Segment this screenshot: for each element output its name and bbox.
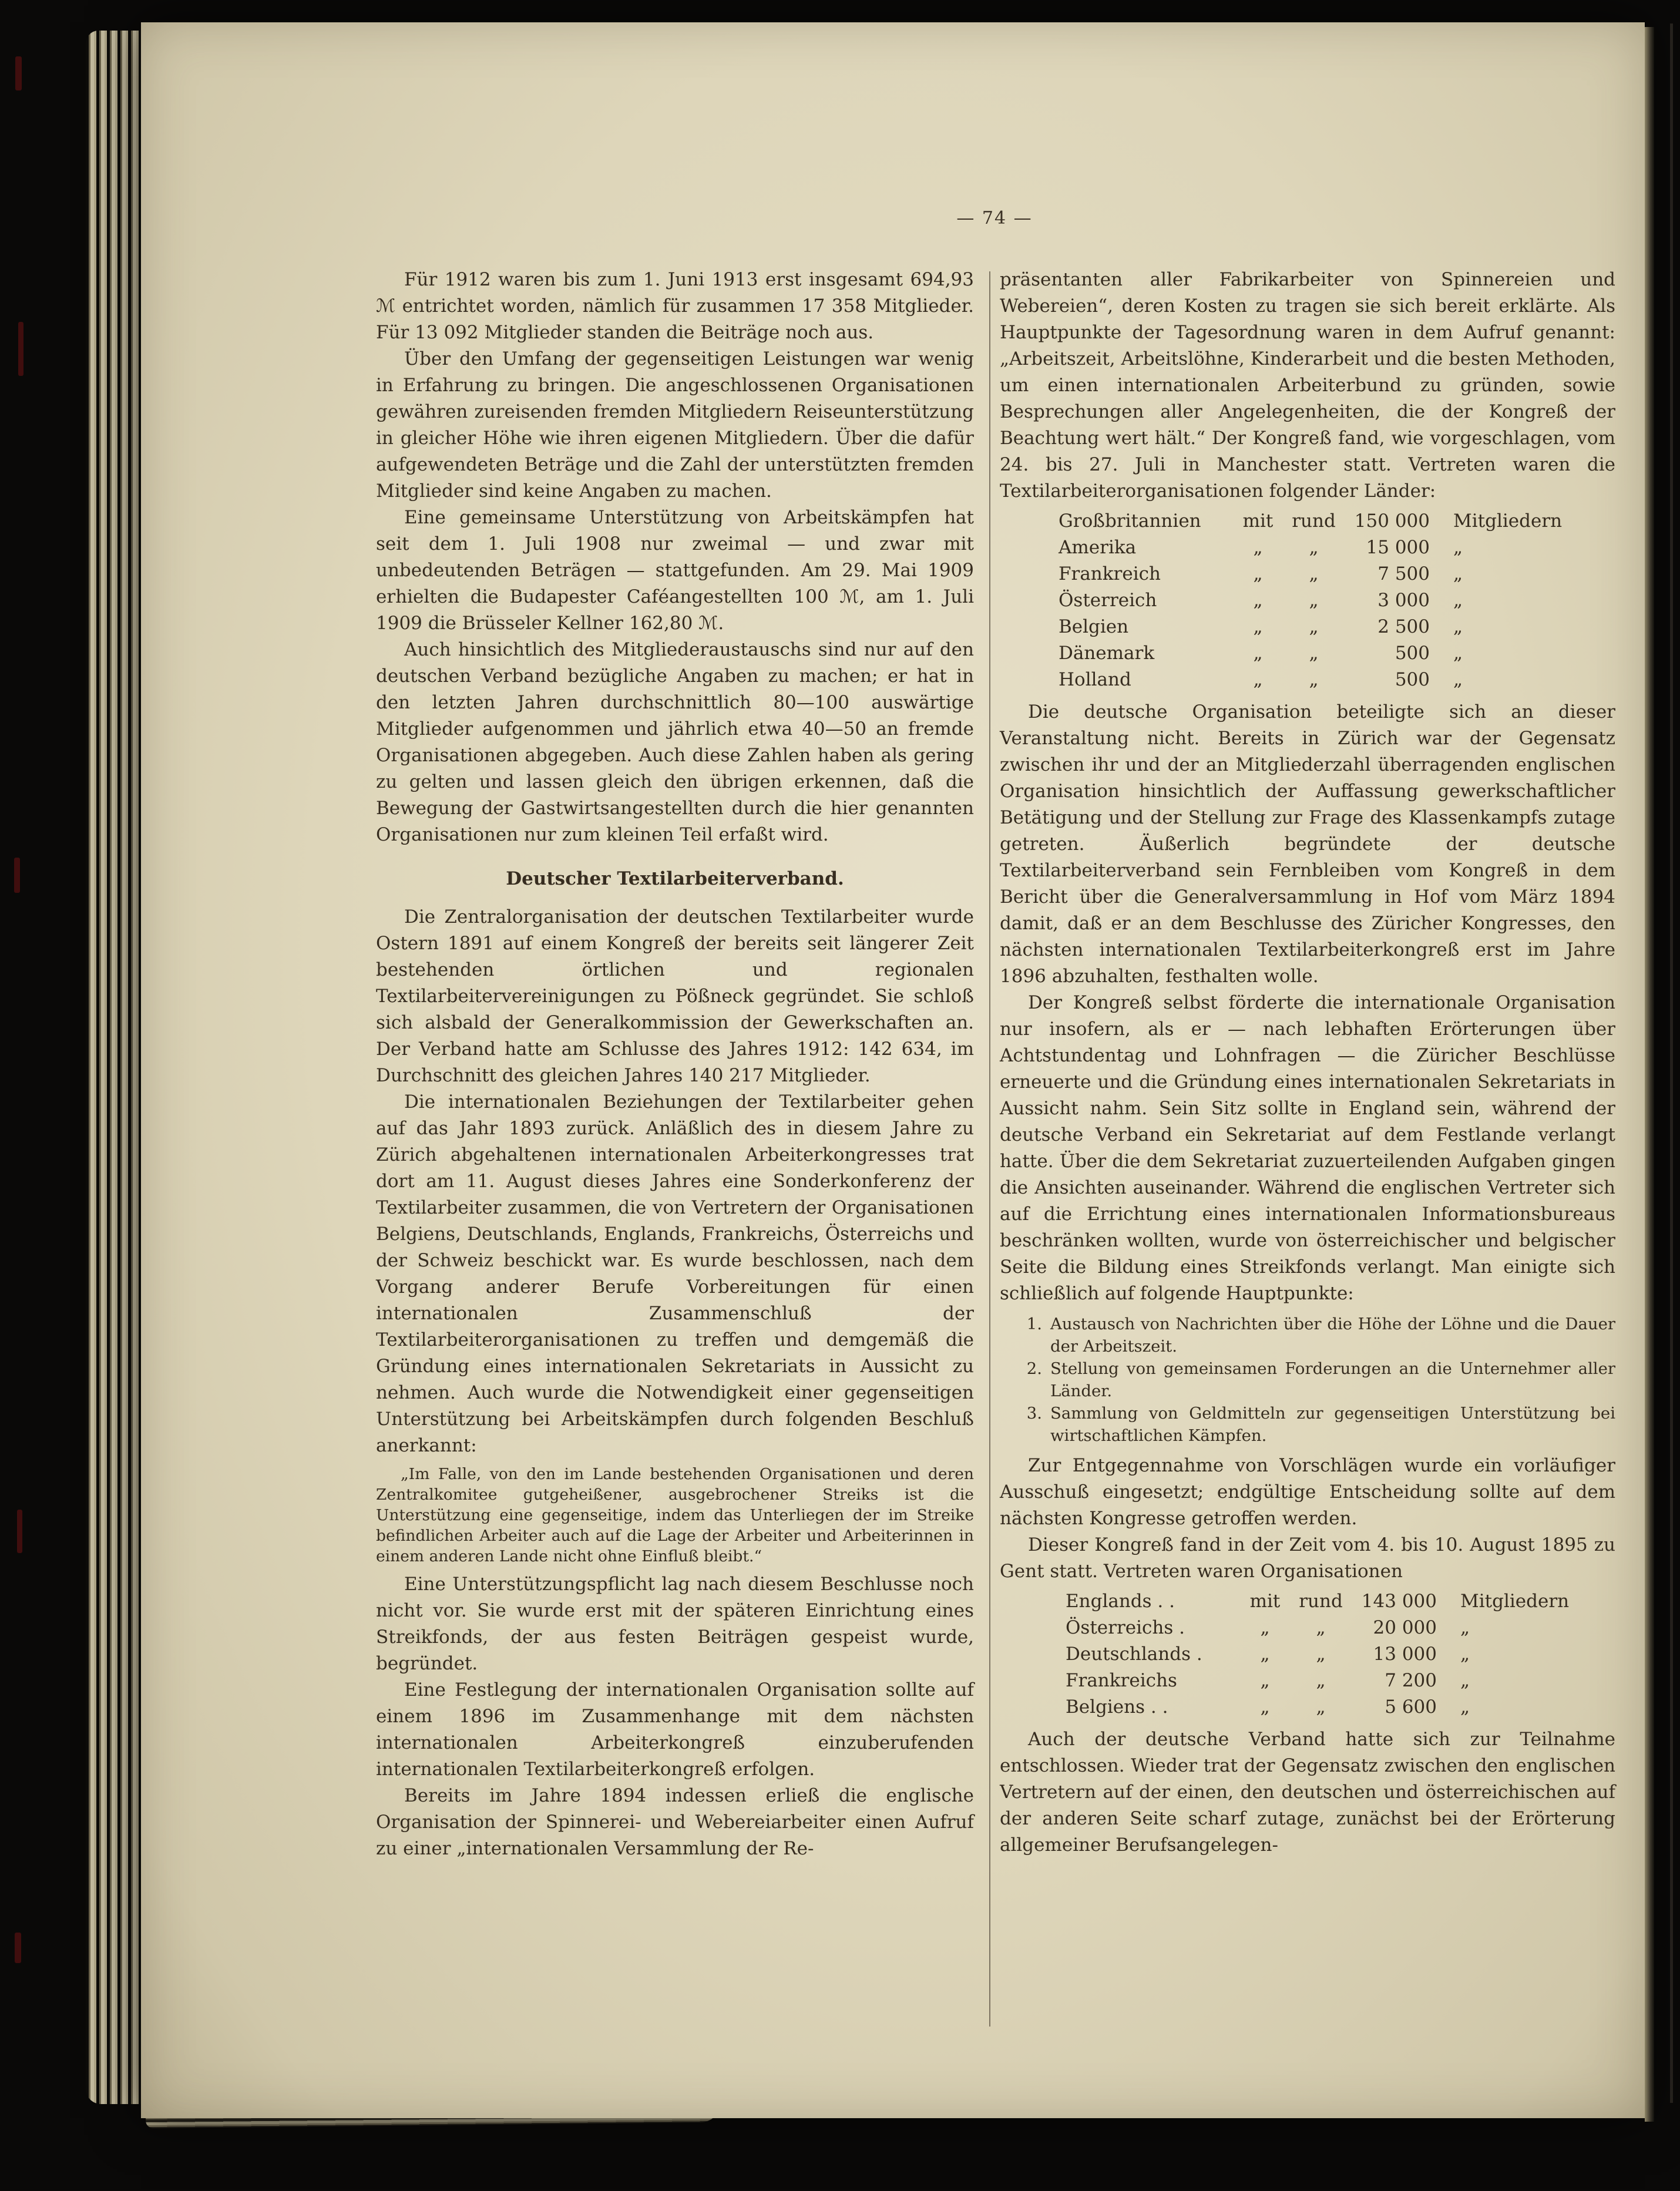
column-divider [989, 271, 990, 2027]
unit-cell: „ [1453, 669, 1463, 690]
members-cell: 5 600 [1385, 1696, 1437, 1718]
page-stack-edges [86, 31, 145, 2104]
unit-cell: „ [1453, 616, 1463, 637]
paragraph: Die Zentralorganisation der deutschen Textilarbeiter wurde Ostern 1891 auf einem Kongreß der bereits seit längerer Zeit bestehenden örtlichen und regionalen Textilarbeitervereinigungen zu Pößneck gegründet. Sie schloß sich alsbald der Generalkommission der Gewerkschaften an. Der Verband hatte am Schlusse des Jahres 1912: 142 634, im Durchschnitt des gleichen Jahres 140 217 Mitglieder. [376, 906, 974, 1086]
country-cell: Frankreichs [1066, 1670, 1177, 1691]
paragraph: Zur Entgegennahme von Vorschlägen wurde ein vorläufiger Ausschuß eingesetzt; endgültige Entscheidung sollte auf dem nächsten Kongresse getroffen werden. [1000, 1455, 1615, 1529]
country-cell: Englands . . [1066, 1591, 1175, 1612]
list-item-text: Austausch von Nachrichten über die Höhe der Löhne und die Dauer der Arbeitszeit. [1050, 1315, 1615, 1356]
unit-cell: „ [1453, 590, 1463, 611]
ditto-cell: „ [1309, 563, 1319, 584]
country-cell: Frankreich [1059, 563, 1161, 584]
ditto-cell: rund [1292, 510, 1336, 532]
ditto-cell: mit [1242, 510, 1274, 532]
members-cell: 2 500 [1377, 616, 1430, 637]
country-cell: Großbritannien [1059, 510, 1201, 532]
country-cell: Belgien [1059, 616, 1129, 637]
paragraph: Auch der deutsche Verband hatte sich zur Teilnahme entschlossen. Wieder trat der Gegensatz zwischen den englischen Vertretern auf der einen, den deutschen und österreichischen auf der anderen Seite scharf zutage, zunächst bei der Erörterung allgemeiner Berufsangelegen- [1000, 1729, 1615, 1856]
list-item-text: Stellung von gemeinsamen Forderungen an die Unternehmer aller Länder. [1050, 1359, 1615, 1400]
ditto-cell: „ [1253, 616, 1263, 637]
adjacent-page-edge [1670, 23, 1673, 2103]
section-heading: Deutscher Textilarbeiterverband. [506, 868, 844, 889]
scan-artifact [15, 56, 22, 90]
ditto-cell: „ [1253, 669, 1263, 690]
country-cell: Österreichs . [1066, 1617, 1185, 1638]
table-row [1066, 1641, 1615, 1668]
unit-cell: „ [1460, 1644, 1470, 1665]
members-cell: 500 [1395, 669, 1430, 690]
block-quote: „Im Falle, von den im Lande bestehenden Organisationen und deren Zentralkomitee gutgeheißener, ausgebrochener Streiks ist die Unterstützung eine gegenseitige, indem das Unterliegen der im Streike befindlichen Arbeiter auch auf die Lage der Arbeiter und Arbeiterinnen in einem anderen Lande nicht ohne Einfluß bleibt.“ [376, 1465, 974, 1565]
ditto-cell: mit [1249, 1591, 1281, 1612]
ditto-cell: „ [1309, 643, 1319, 664]
ditto-cell: „ [1253, 563, 1263, 584]
country-cell: Deutschlands . [1066, 1644, 1202, 1665]
table-row [1059, 535, 1615, 561]
table-row [1066, 1588, 1615, 1615]
paragraph: Eine Festlegung der internationalen Organisation sollte auf einem 1896 im Zusammenhange mit dem nächsten internationalen Arbeiterkongreß einzuberufenden internationalen Textilarbeiterkongreß erfolgen. [376, 1679, 974, 1780]
country-cell: Belgiens . . [1066, 1696, 1168, 1718]
page-number: — 74 — [956, 208, 1033, 228]
members-cell: 150 000 [1354, 510, 1430, 532]
members-cell: 143 000 [1361, 1591, 1437, 1612]
table-row [1059, 614, 1615, 640]
country-cell: Holland [1059, 669, 1131, 690]
paragraph: präsentanten aller Fabrikarbeiter von Spinnereien und Webereien“, deren Kosten zu tragen sie sich bereit erklärte. Als Hauptpunkte der Tagesordnung waren in dem Aufruf genannt: „Arbeitszeit, Arbeitslöhne, Kinderarbeit und die besten Methoden, um einen internationalen Arbeiterbund zu gründen, sowie Besprechungen aller Angelegenheiten, die der Kongreß der Beachtung wert hält.“ Der Kongreß fand, wie vorgeschlagen, vom 24. bis 27. Juli in Manchester statt. Vertreten waren die Textilarbeiterorganisationen folgender Länder: [1000, 269, 1615, 502]
table-row [1059, 561, 1615, 587]
membership-table-gent [1066, 1588, 1615, 1720]
paragraph: Dieser Kongreß fand in der Zeit vom 4. bis 10. August 1895 zu Gent statt. Vertreten waren Organisationen [1000, 1534, 1615, 1582]
paragraph: Eine Unterstützungspflicht lag nach diesem Beschlusse noch nicht vor. Sie wurde erst mit der späteren Einrichtung eines Streikfonds, der aus festen Beiträgen gespeist wurde, begründet. [376, 1574, 974, 1674]
table-row [1059, 587, 1615, 614]
scan-artifact [18, 322, 23, 376]
list-item [1015, 1313, 1615, 1357]
paragraph: Bereits im Jahre 1894 indessen erließ die englische Organisation der Spinnerei- und Webereiarbeiter einen Aufruf zu einer „internationalen Versammlung der Re- [376, 1785, 974, 1859]
ditto-cell: „ [1260, 1696, 1270, 1718]
paragraph: Die deutsche Organisation beteiligte sich an dieser Veranstaltung nicht. Bereits in Zürich war der Gegensatz zwischen ihr und der an Mitgliederzahl überragenden englischen Organisation hinsichtlich der Auffassung gewerkschaftlicher Betätigung und der Stellung zur Frage des Klassenkampfs zutage getreten. Äußerlich begründete der deutsche Textilarbeiterverband sein Fernbleiben vom Kongreß in dem Bericht über die Generalversammlung in Hof vom März 1894 damit, daß er an dem Beschlusse des Züricher Kongresses, den nächsten internationalen Textilarbeiterkongreß erst im Jahre 1896 abzuhalten, festhalten wolle. [1000, 701, 1615, 987]
list-item-text: Sammlung von Geldmitteln zur gegenseitigen Unterstützung bei wirtschaftlichen Kämpfen. [1050, 1404, 1615, 1445]
members-cell: 20 000 [1373, 1617, 1437, 1638]
ditto-cell: „ [1316, 1617, 1326, 1638]
unit-cell: „ [1460, 1670, 1470, 1691]
book-page [141, 22, 1645, 2118]
members-cell: 15 000 [1366, 537, 1430, 558]
ditto-cell: „ [1253, 643, 1263, 664]
scan-artifact [17, 1510, 22, 1553]
table-row [1059, 667, 1615, 693]
unit-cell: Mitgliedern [1453, 510, 1563, 532]
unit-cell: Mitgliedern [1460, 1591, 1570, 1612]
country-cell: Österreich [1059, 590, 1157, 611]
ditto-cell: „ [1253, 537, 1263, 558]
members-cell: 3 000 [1377, 590, 1430, 611]
ditto-cell: „ [1316, 1670, 1326, 1691]
members-cell: 7 500 [1377, 563, 1430, 584]
scan-artifact [14, 858, 20, 893]
list-item [1015, 1402, 1615, 1447]
paragraph: Auch hinsichtlich des Mitgliederaustauschs sind nur auf den deutschen Verband bezügliche Angaben zu machen; er hat in den letzten Jahren durchschnittlich 80—100 auswärtige Mitglieder aufgenommen und jährlich etwa 40—50 an fremde Organisationen abgegeben. Auch diese Zahlen haben als gering zu gelten und lassen gleich den übrigen erkennen, daß die Bewegung der Gastwirtsangestellten durch die hier genannten Organisationen nur zum kleinen Teil erfaßt wird. [376, 639, 974, 845]
paragraph: Über den Umfang der gegenseitigen Leistungen war wenig in Erfahrung zu bringen. Die angeschlossenen Organisationen gewähren zureisenden fremden Mitgliedern Reiseunterstützung in gleicher Höhe wie ihren eigenen Mitgliedern. Über die dafür aufgewendeten Beträge und die Zahl der unterstützten fremden Mitglieder sind keine Angaben zu machen. [376, 348, 974, 502]
table-row [1066, 1615, 1615, 1641]
congress-resolutions-list [1015, 1313, 1615, 1447]
paragraph: Die internationalen Beziehungen der Textilarbeiter gehen auf das Jahr 1893 zurück. Anläßlich des in diesem Jahre zu Zürich abgehaltenen internationalen Arbeiterkongresses trat dort am 11. August dieses Jahres eine Sonderkonferenz der Textilarbeiter zusammen, die von Vertretern der Organisationen Belgiens, Deutschlands, Englands, Frankreichs, Österreichs und der Schweiz beschickt war. Es wurde beschlossen, nach dem Vorgang anderer Berufe Vorbereitungen für einen internationalen Zusammenschluß der Textilarbeiterorganisationen zu treffen und demgemäß die Gründung eines internationalen Sekretariats in Aussicht zu nehmen. Auch wurde die Notwendigkeit einer gegenseitigen Unterstützung bei Arbeitskämpfen durch folgenden Beschluß anerkannt: [376, 1091, 974, 1456]
unit-cell: „ [1453, 537, 1463, 558]
members-cell: 13 000 [1373, 1644, 1437, 1665]
table-row [1059, 508, 1615, 535]
table-row [1066, 1694, 1615, 1720]
unit-cell: „ [1460, 1696, 1470, 1718]
ditto-cell: „ [1309, 590, 1319, 611]
ditto-cell: „ [1309, 616, 1319, 637]
ditto-cell: „ [1309, 537, 1319, 558]
table-row [1059, 640, 1615, 667]
list-item-number: 1. [1026, 1315, 1042, 1333]
country-cell: Dänemark [1059, 643, 1155, 664]
table-row [1066, 1668, 1615, 1694]
ditto-cell: „ [1309, 669, 1319, 690]
unit-cell: „ [1453, 643, 1463, 664]
scan-artifact [15, 1933, 21, 1963]
unit-cell: „ [1460, 1617, 1470, 1638]
ditto-cell: rund [1299, 1591, 1343, 1612]
unit-cell: „ [1453, 563, 1463, 584]
ditto-cell: „ [1316, 1644, 1326, 1665]
right-column [1000, 267, 1615, 1859]
paragraph: Der Kongreß selbst förderte die internationale Organisation nur insofern, als er — nach lebhaften Erörterungen über Achtstundentag und Lohnfragen — die Züricher Beschlüsse erneuerte und die Gründung eines internationalen Sekretariats in Aussicht nahm. Sein Sitz sollte in England sein, während der deutsche Verband ein Sekretariat auf dem Festlande verlangt hatte. Über die dem Sekretariat zuzuerteilenden Aufgaben gingen die Ansichten auseinander. Während die englischen Vertreter sich auf die Errichtung eines internationalen Informationsbureaus beschränken wollten, wurde von österreichischer und belgischer Seite die Bildung eines Streikfonds verlangt. Man einigte sich schließlich auf folgende Hauptpunkte: [1000, 992, 1615, 1304]
paragraph: Für 1912 waren bis zum 1. Juni 1913 erst insgesamt 694,93 ℳ entrichtet worden, nämlich für zusammen 17 358 Mitglieder. Für 13 092 Mitglieder standen die Beiträge noch aus. [376, 269, 974, 343]
ditto-cell: „ [1260, 1644, 1270, 1665]
ditto-cell: „ [1316, 1696, 1326, 1718]
membership-table-manchester [1059, 508, 1615, 693]
list-item [1015, 1357, 1615, 1402]
members-cell: 7 200 [1385, 1670, 1437, 1691]
ditto-cell: „ [1253, 590, 1263, 611]
ditto-cell: „ [1260, 1617, 1270, 1638]
country-cell: Amerika [1059, 537, 1137, 558]
members-cell: 500 [1395, 643, 1430, 664]
list-item-number: 2. [1026, 1359, 1042, 1378]
ditto-cell: „ [1260, 1670, 1270, 1691]
left-column [376, 267, 974, 1862]
paragraph: Eine gemeinsame Unterstützung von Arbeitskämpfen hat seit dem 1. Juli 1908 nur zweimal — und zwar mit unbedeutenden Beträgen — stattgefunden. Am 29. Mai 1909 erhielten die Budapester Caféangestellten 100 ℳ, am 1. Juli 1909 die Brüsseler Kellner 162,80 ℳ. [376, 507, 974, 634]
list-item-number: 3. [1026, 1404, 1042, 1423]
